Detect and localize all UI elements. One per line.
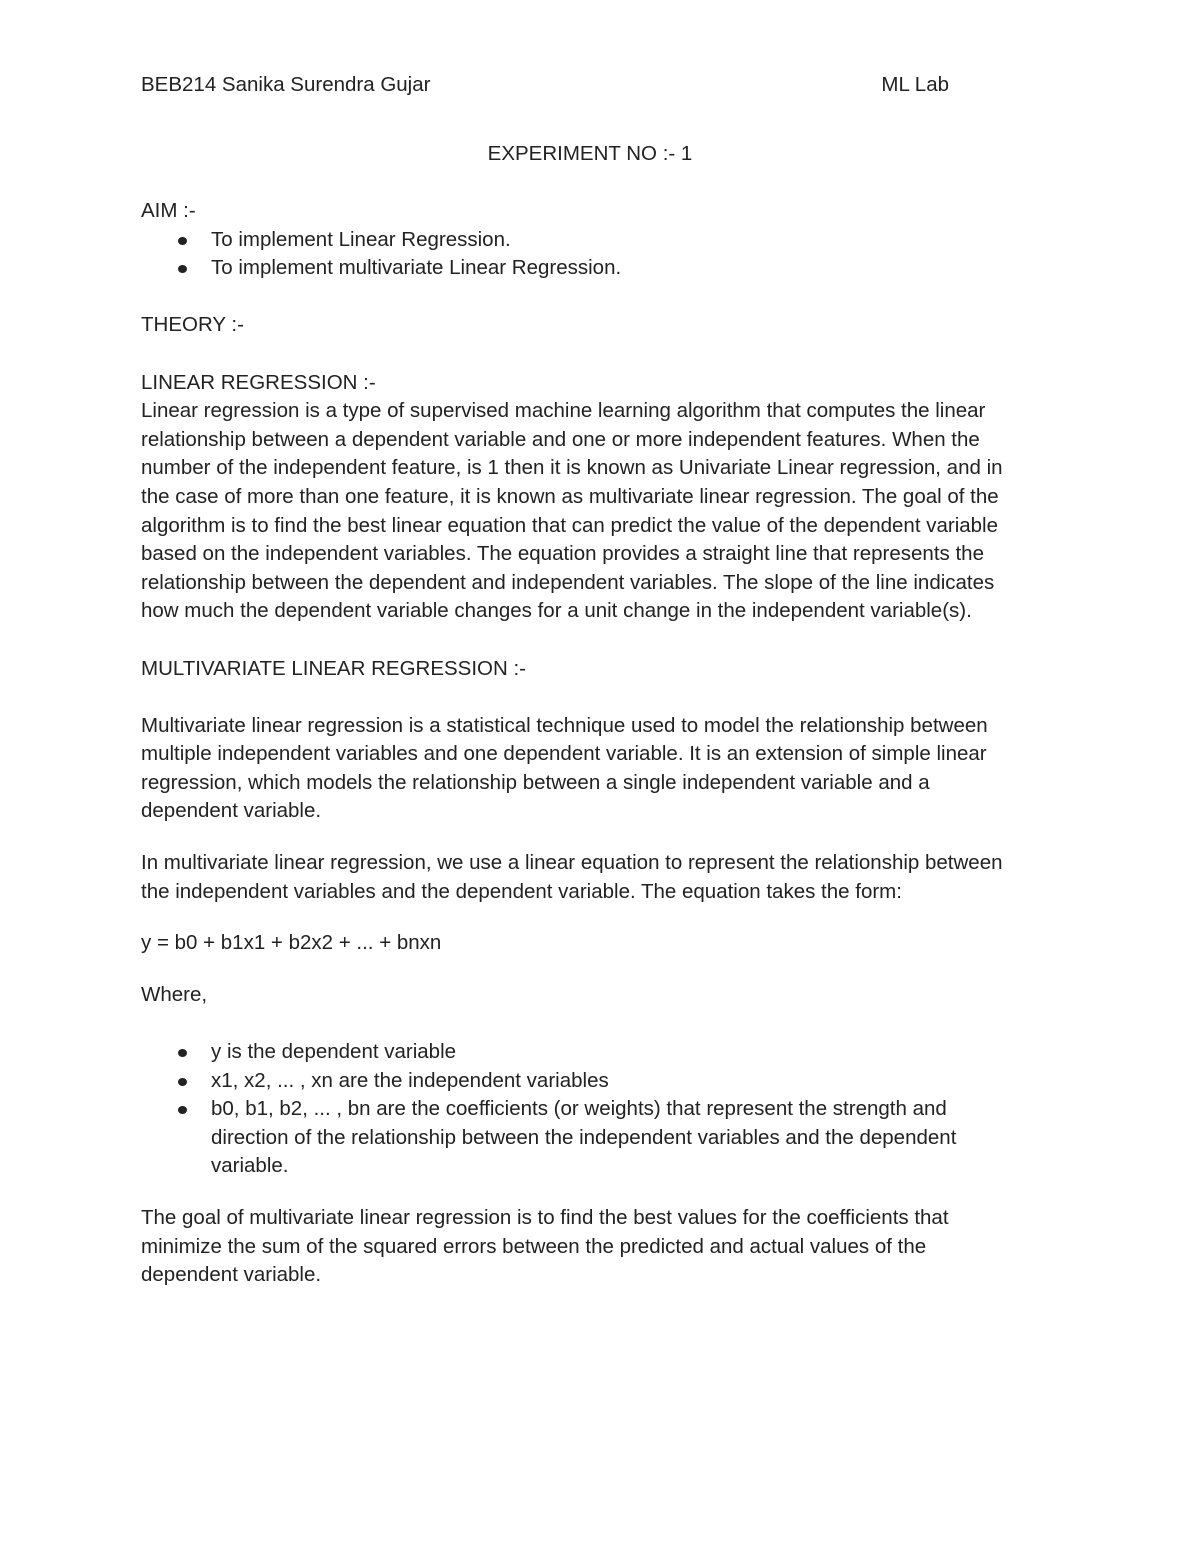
theory-heading: THEORY :- [141,313,244,337]
aim-heading: AIM :- [141,199,196,222]
bullet-icon [178,265,187,273]
paragraph-line: Multivariate linear regression is a statistical technique used to model the relationship between [141,713,988,737]
bullet-icon [178,1078,187,1086]
bullet-icon [178,1049,187,1057]
experiment-title: EXPERIMENT NO :- 1 [487,142,693,165]
bullet-icon [178,1106,187,1114]
paragraph-line: how much the dependent variable changes for a unit change in the independent variable(s). [141,599,972,623]
paragraph-line: relationship between a dependent variable and one or more independent features. When the [141,427,980,451]
bullet-icon [178,237,187,245]
where-item [141,1038,1056,1067]
aim-list [141,226,1056,283]
aim-item-text: To implement multivariate Linear Regression. [211,256,622,280]
where-item-text: y is the dependent variable [211,1040,457,1064]
aim-item-text: To implement Linear Regression. [211,227,511,251]
paragraph-line: dependent variable. [141,1263,322,1287]
paragraph-line: In multivariate linear regression, we use a linear equation to represent the relationship between [141,851,1003,875]
paragraph-line: multiple independent variables and one dependent variable. It is an extension of simple linear [141,742,987,766]
multivariate-heading: MULTIVARIATE LINEAR REGRESSION :- [141,656,527,680]
where-item-text: direction of the relationship between the independent variables and the dependent [211,1125,957,1149]
paragraph-line: dependent variable. [141,799,322,823]
where-item [141,1095,1056,1181]
goal-paragraph [141,1204,1056,1290]
multivariate-paragraph-1 [141,712,1056,826]
where-item-text: variable. [211,1154,289,1178]
page-header [141,71,949,99]
aim-item [141,254,1056,283]
paragraph-line: based on the independent variables. The equation provides a straight line that represents the [141,542,984,566]
where-item-text: b0, b1, b2, ... , bn are the coefficients (or weights) that represent the strength and [211,1097,947,1121]
paragraph-line: Linear regression is a type of supervised machine learning algorithm that computes the linear [141,399,986,423]
multivariate-paragraph-2 [141,849,1056,906]
paragraph-line: relationship between the dependent and independent variables. The slope of the line indicates [141,570,995,594]
header-author: BEB214 Sanika Surendra Gujar [141,73,431,96]
regression-equation: y = b0 + b1x1 + b2x2 + ... + bnxn [141,931,442,955]
document-body [141,197,1056,1290]
paragraph-line: number of the independent feature, is 1 then it is known as Univariate Linear regression, and in [141,456,1003,480]
aim-item [141,226,1056,255]
linear-regression-heading: LINEAR REGRESSION :- [141,370,376,394]
paragraph-line: minimize the sum of the squared errors between the predicted and actual values of the [141,1234,927,1258]
linear-regression-paragraph [141,397,1056,626]
paragraph-line: The goal of multivariate linear regression is to find the best values for the coefficients that [141,1206,949,1229]
header-course: ML Lab [881,73,949,96]
paragraph-line: the case of more than one feature, it is known as multivariate linear regression. The goal of the [141,484,999,508]
paragraph-line: algorithm is to find the best linear equation that can predict the value of the dependent variable [141,513,999,537]
where-list [141,1038,1056,1181]
where-item-text: x1, x2, ... , xn are the independent variables [211,1068,609,1092]
paragraph-line: regression, which models the relationship between a single independent variable and a [141,770,930,794]
where-label: Where, [141,982,208,1006]
paragraph-line: the independent variables and the dependent variable. The equation takes the form: [141,879,902,903]
where-item [141,1067,1056,1096]
